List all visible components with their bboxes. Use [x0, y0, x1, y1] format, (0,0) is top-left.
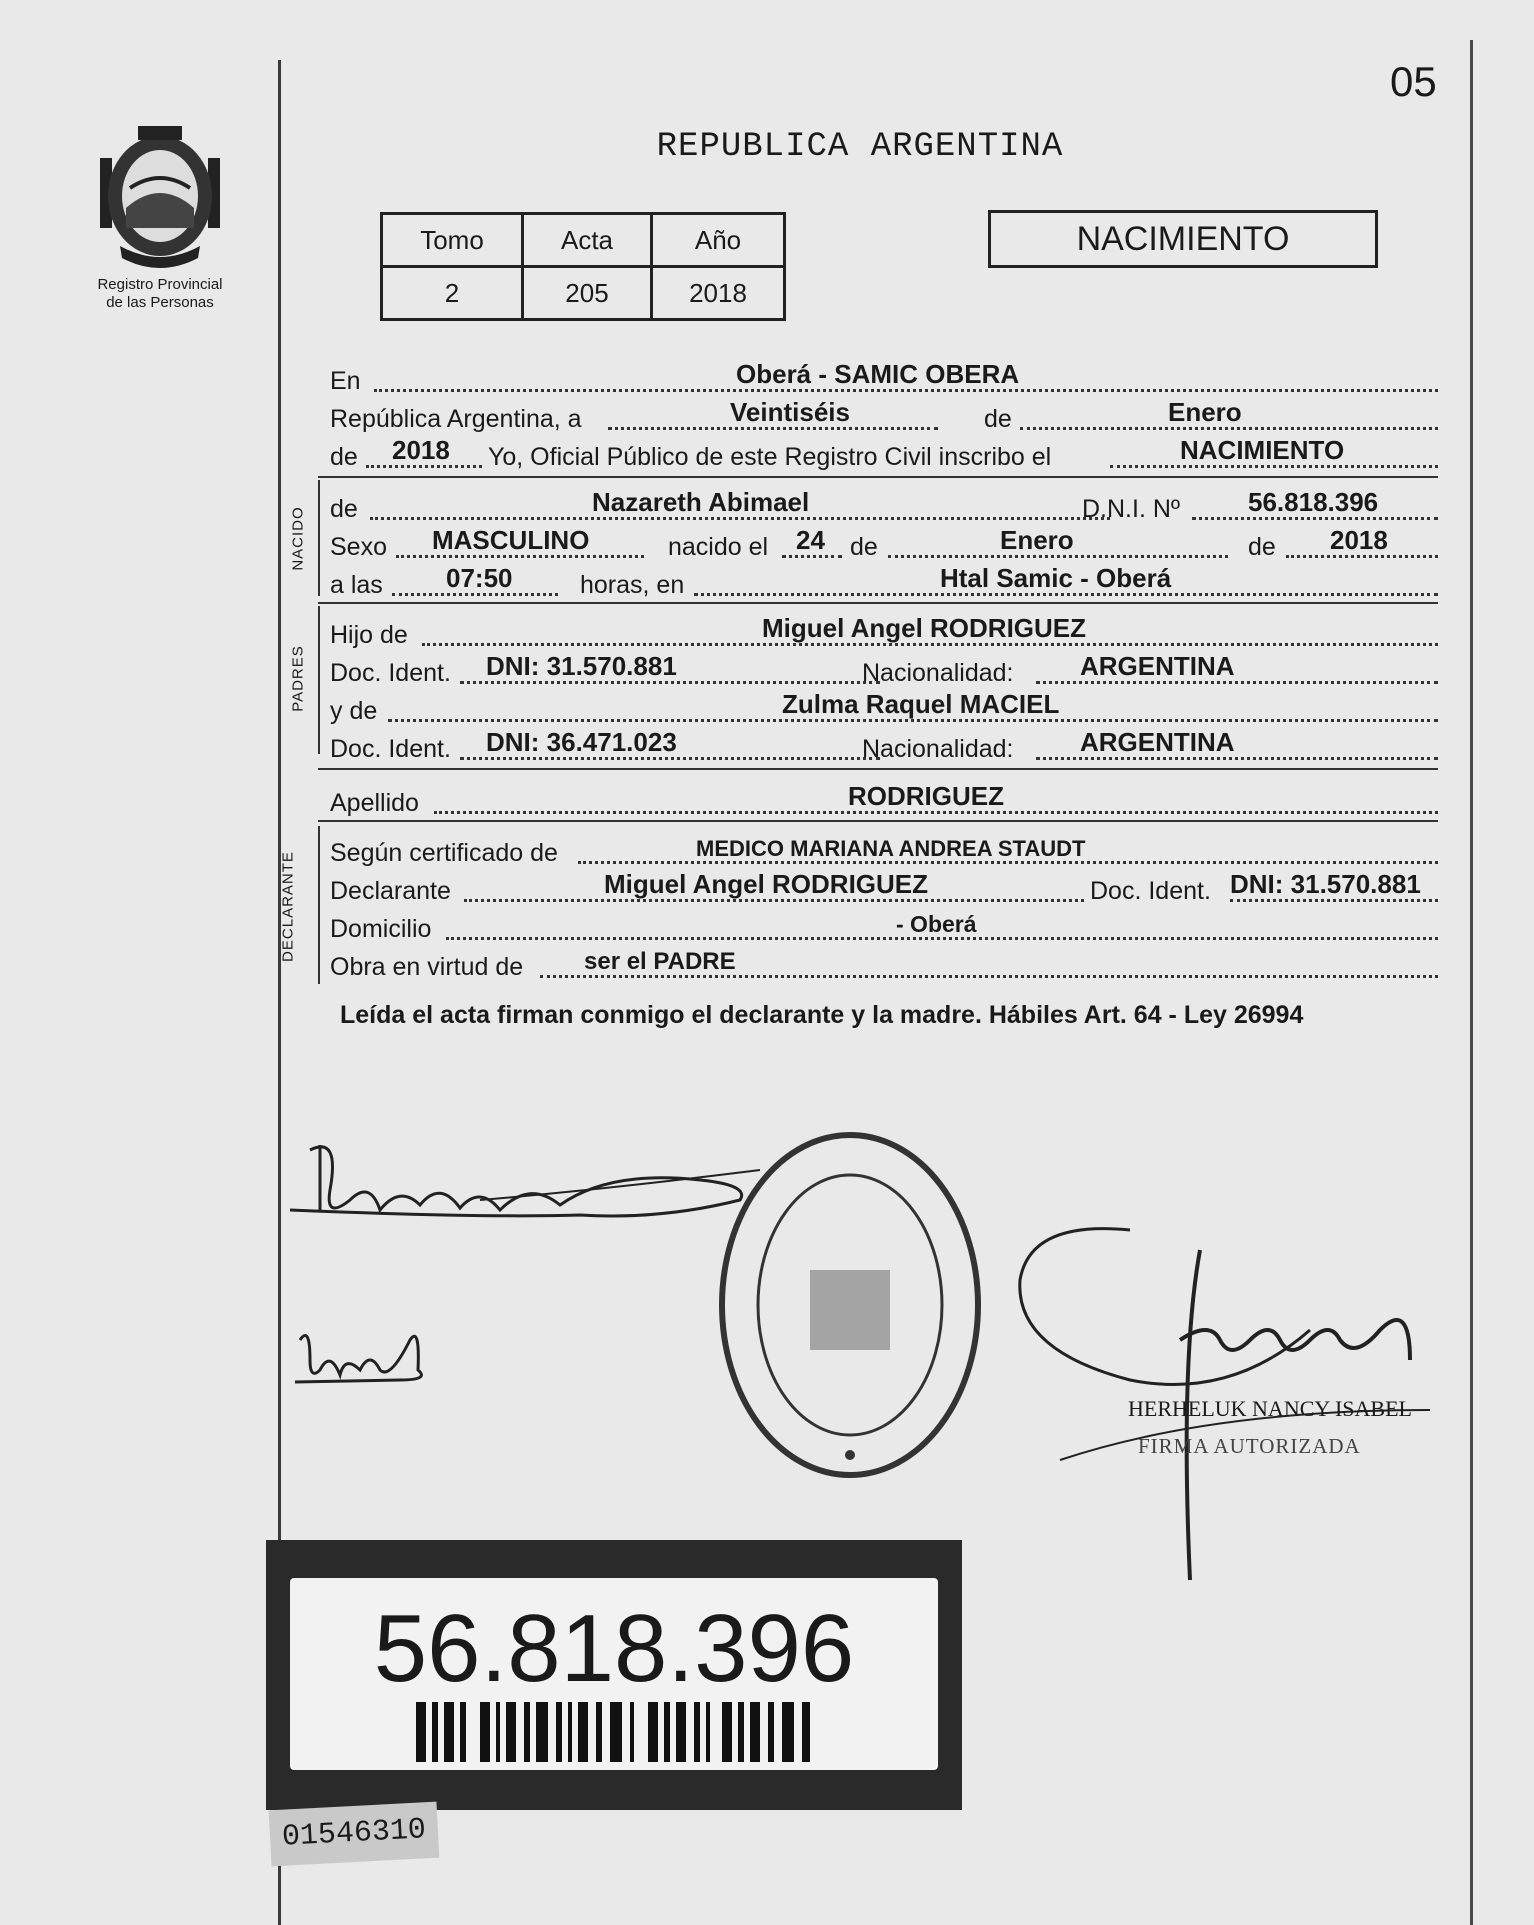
official-role: FIRMA AUTORIZADA — [1138, 1434, 1361, 1458]
record-type-box: NACIMIENTO — [988, 210, 1378, 268]
cert-value: MEDICO MARIANA ANDREA STAUDT — [696, 836, 1086, 861]
row-y-de — [330, 690, 1438, 726]
logo-caption-line1: Registro Provincial — [97, 276, 223, 293]
declarante-side-line — [318, 826, 320, 984]
row-nacido-nombre — [330, 488, 1438, 524]
de-label: de — [984, 405, 1012, 433]
dni-badge — [266, 1540, 962, 1810]
serial-number: 01546310 — [269, 1802, 440, 1867]
registry-value-acta: 205 — [523, 267, 652, 320]
decl-label: Declarante — [330, 877, 451, 905]
de2-label: de — [330, 443, 358, 471]
child-name: Nazareth Abimael — [592, 487, 810, 517]
registry-header-acta: Acta — [523, 214, 652, 267]
birth-time: 07:50 — [446, 563, 513, 593]
padres-side-line — [318, 606, 320, 754]
declarant-signature — [280, 1130, 780, 1250]
declarante-section-label: DECLARANTE — [279, 851, 297, 962]
year-value: 2018 — [392, 435, 450, 465]
row-sexo — [330, 526, 1438, 562]
dom-label: Domicilio — [330, 915, 432, 943]
en-value: Oberá - SAMIC OBERA — [736, 359, 1020, 389]
logo-caption — [60, 276, 260, 312]
section-divider — [318, 820, 1438, 822]
nacido-side-line — [318, 480, 320, 596]
registry-table — [380, 212, 786, 321]
yde-label: y de — [330, 697, 378, 725]
alas-label: a las — [330, 571, 383, 599]
row-obra — [330, 946, 1438, 982]
declarant-dni: DNI: 31.570.881 — [1230, 869, 1421, 899]
registry-value-tomo: 2 — [382, 267, 523, 320]
row-en — [330, 360, 1438, 396]
row-declarante — [330, 870, 1438, 906]
row-certificado — [330, 832, 1438, 868]
birth-month: Enero — [1000, 525, 1074, 555]
birth-place: Htal Samic - Oberá — [940, 563, 1172, 593]
madre-doc-label: Doc. Ident. — [330, 735, 451, 763]
madre-nac-label: Nacionalidad: — [862, 735, 1014, 763]
mother-signature — [290, 1320, 440, 1410]
decl-doc-label: Doc. Ident. — [1090, 877, 1211, 905]
republica-label: República Argentina, a — [330, 405, 582, 433]
obra-value: ser el PADRE — [584, 948, 736, 975]
father-dni: DNI: 31.570.881 — [486, 651, 677, 681]
hijo-label: Hijo de — [330, 621, 408, 649]
child-dni: 56.818.396 — [1248, 487, 1379, 517]
row-yo — [330, 436, 1438, 472]
row-hijo-de — [330, 614, 1438, 650]
obra-label: Obra en virtud de — [330, 953, 524, 981]
registry-stamp — [710, 1120, 990, 1490]
closing-note: Leída el acta firman conmigo el declarante y la madre. Hábiles Art. 64 - Ley 26994 — [340, 1001, 1304, 1029]
row-republica — [330, 398, 1438, 434]
padres-section-label: PADRES — [289, 645, 307, 712]
mother-name: Zulma Raquel MACIEL — [782, 689, 1060, 719]
horas-label: horas, en — [580, 571, 685, 599]
sexo-label: Sexo — [330, 533, 387, 561]
registry-header-row — [382, 214, 785, 267]
official-name: HERHELUK NANCY ISABEL — [1128, 1396, 1412, 1421]
logo-caption-line2: de las Personas — [106, 294, 214, 311]
padre-doc-label: Doc. Ident. — [330, 659, 451, 687]
barcode — [416, 1702, 816, 1762]
section-divider — [318, 602, 1438, 604]
padre-nac-label: Nacionalidad: — [862, 659, 1014, 687]
nacido-de3-label: de — [1248, 533, 1276, 561]
nacido-section-label: NACIDO — [289, 506, 307, 571]
mother-nationality: ARGENTINA — [1080, 727, 1235, 757]
en-label: En — [330, 367, 361, 395]
birth-year: 2018 — [1330, 525, 1388, 555]
right-margin-line — [1470, 40, 1473, 1925]
section-divider — [318, 768, 1438, 770]
dni-badge-number: 56.818.396 — [373, 1595, 855, 1702]
yo-label: Yo, Oficial Público de este Registro Civil inscribo el — [488, 443, 1052, 471]
registry-value-row — [382, 267, 785, 320]
mother-dni: DNI: 36.471.023 — [486, 727, 677, 757]
nacido-de2-label: de — [850, 533, 878, 561]
registry-value-anio: 2018 — [652, 267, 785, 320]
apellido-label: Apellido — [330, 789, 419, 817]
cert-label: Según certificado de — [330, 839, 558, 867]
inscribe-value: NACIMIENTO — [1180, 435, 1345, 465]
birth-day: 24 — [796, 525, 825, 555]
domicilio-value: - Oberá — [896, 911, 977, 937]
row-padre-doc — [330, 652, 1438, 688]
dni-label: D.N.I. Nº — [1082, 495, 1181, 523]
day-value: Veintiséis — [730, 397, 850, 427]
row-madre-doc — [330, 728, 1438, 764]
nacido-el-label: nacido el — [668, 533, 769, 561]
province-seal-logo — [90, 118, 230, 278]
father-name: Miguel Angel RODRIGUEZ — [762, 613, 1087, 643]
month-value: Enero — [1168, 397, 1242, 427]
page-number: 05 — [1390, 58, 1437, 105]
row-apellido — [330, 782, 1438, 818]
apellido-value: RODRIGUEZ — [848, 781, 1004, 811]
row-hora — [330, 564, 1438, 600]
declarant-name: Miguel Angel RODRIGUEZ — [604, 869, 929, 899]
section-divider — [318, 476, 1438, 478]
registry-header-anio: Año — [652, 214, 785, 267]
registry-header-tomo: Tomo — [382, 214, 523, 267]
document-title: REPUBLICA ARGENTINA — [656, 128, 1064, 166]
row-domicilio — [330, 908, 1438, 944]
father-nationality: ARGENTINA — [1080, 651, 1235, 681]
sexo-value: MASCULINO — [432, 525, 590, 555]
dni-badge-panel — [290, 1578, 938, 1770]
nacido-de-label: de — [330, 495, 358, 523]
